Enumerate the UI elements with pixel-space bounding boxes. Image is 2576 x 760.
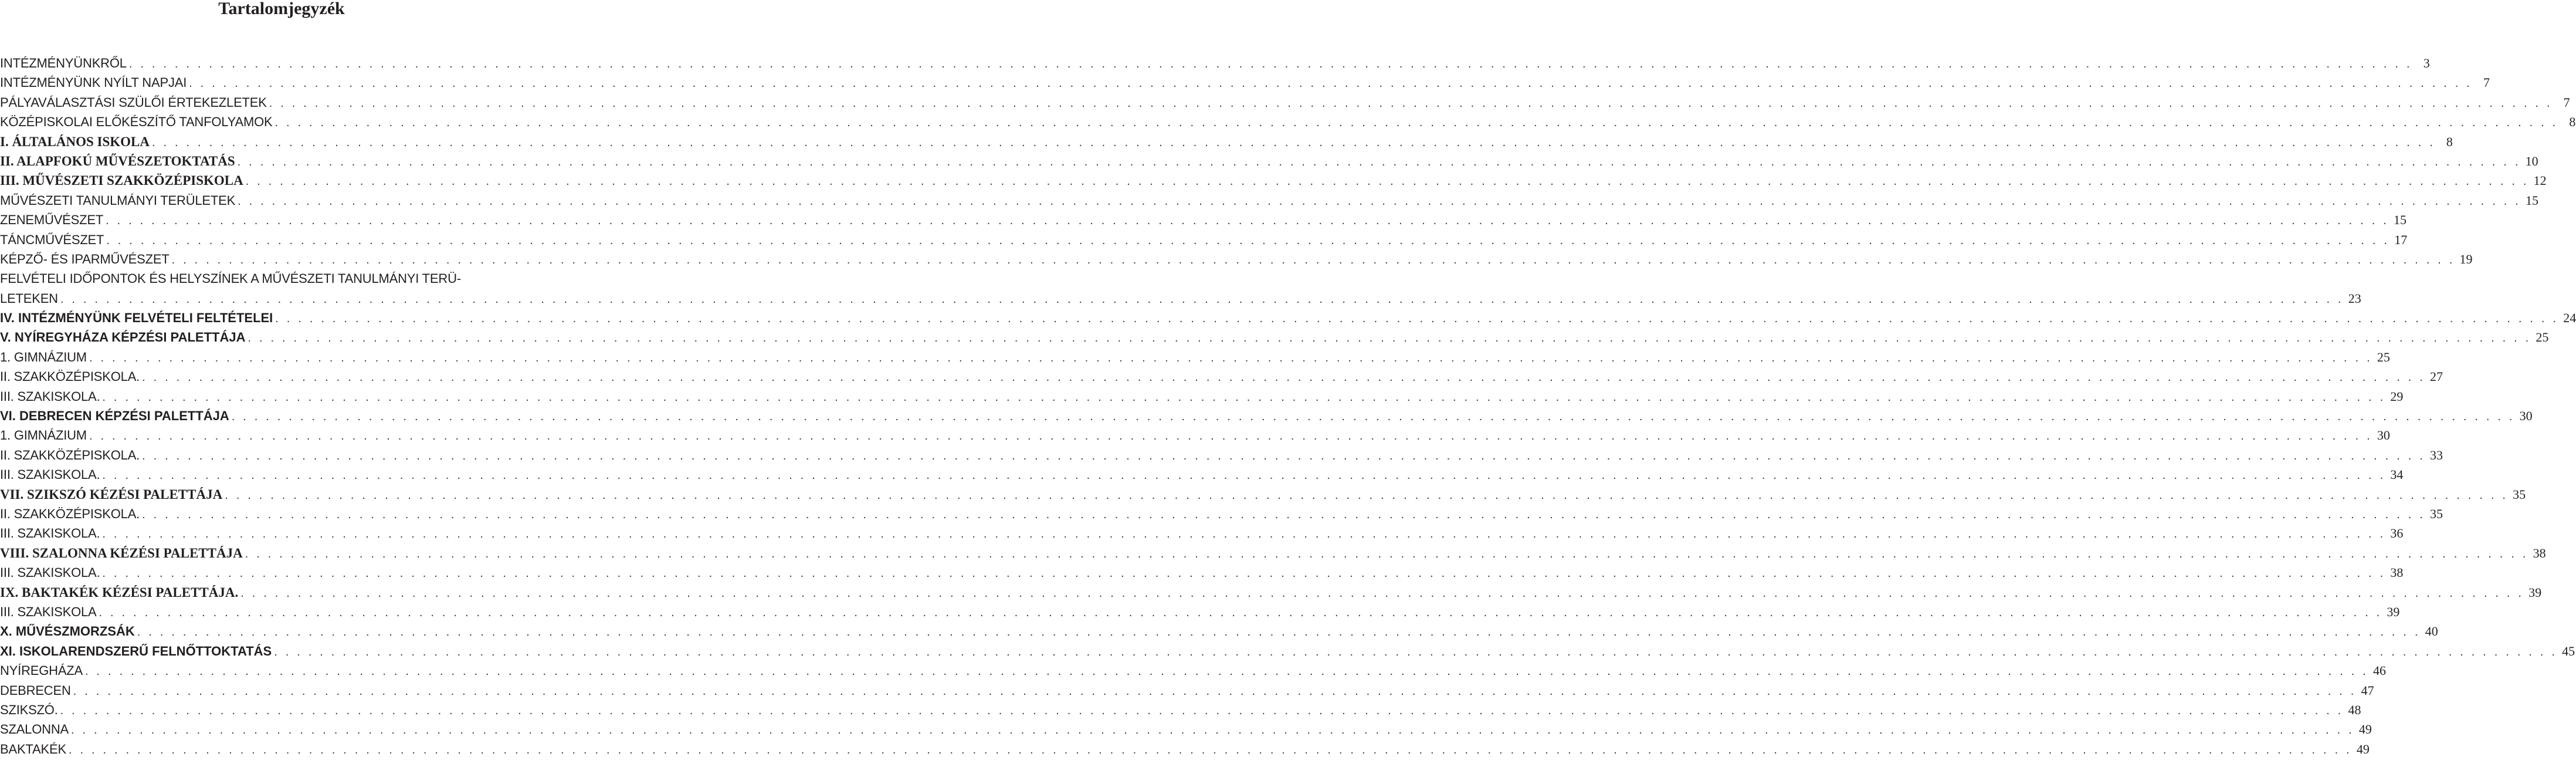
toc-entry[interactable]: [0, 641, 2575, 661]
toc-entry-page-number: 8: [2569, 114, 2576, 130]
toc-entry-label: III. SZAKISKOLA.: [0, 526, 100, 541]
table-of-contents: [0, 53, 2576, 759]
toc-entry-label: DEBRECEN: [0, 683, 71, 698]
toc-entry[interactable]: [0, 720, 2372, 739]
toc-entry-label: III. MŰVÉSZETI SZAKKÖZÉPISKOLA: [0, 173, 243, 188]
page-title: Tartalomjegyzék: [218, 0, 345, 18]
toc-entry[interactable]: [0, 112, 2576, 131]
toc-entry-label: INTÉZMÉNYÜNKRŐL: [0, 56, 127, 70]
toc-entry-label: TÁNCMŰVÉSZET: [0, 232, 104, 247]
dot-leader: . . . . . . . . . . . . . . . . . . . . . . . . . . . . . . . . . . . . . . . . . . . . . . . . . . . . . . . . . . . . . . . . . . . . . . . . . . . . . . . . . . . . . . . . . . . . . . . . . . . . . . . . . . . . . . . . . . . . . . . . . . . . . . . . . . . . . . . . . . . . . . . . . . . . . . . . . . . . . . . . . . . . . . . . . . . . . . . . . . . . . . . . . . . . . . . . . . . . . . . .: [171, 253, 2455, 266]
toc-entry[interactable]: [0, 132, 2453, 151]
toc-entry[interactable]: [0, 249, 2473, 269]
toc-entry[interactable]: [0, 583, 2542, 602]
toc-entry-page-number: 34: [2390, 467, 2404, 482]
dot-leader: . . . . . . . . . . . . . . . . . . . . . . . . . . . . . . . . . . . . . . . . . . . . . . . . . . . . . . . . . . . . . . . . . . . . . . . . . . . . . . . . . . . . . . . . . . . . . . . . . . . . . . . . . . . . . . . . . . . . . . . . . . . . . . . . . . . . . . . . . . . . . . . . . . . . . . . . . . . . . . . . . . . . . . . . . . . . . . . . . . . . . . . . . . . . . . . . . . . . . . . .: [237, 155, 2521, 168]
toc-entry[interactable]: [0, 485, 2526, 504]
dot-leader: . . . . . . . . . . . . . . . . . . . . . . . . . . . . . . . . . . . . . . . . . . . . . . . . . . . . . . . . . . . . . . . . . . . . . . . . . . . . . . . . . . . . . . . . . . . . . . . . . . . . . . . . . . . . . . . . . . . . . . . . . . . . . . . . . . . . . . . . . . . . . . . . . . . . . . . . . . . . . . . . . . . . . . . . . . . . . . . . . . . . . . . . . . . . . . . . . . . . . . . .: [245, 175, 2529, 188]
toc-entry-label: INTÉZMÉNYÜNK NYÍLT NAPJAI: [0, 75, 187, 90]
dot-leader: . . . . . . . . . . . . . . . . . . . . . . . . . . . . . . . . . . . . . . . . . . . . . . . . . . . . . . . . . . . . . . . . . . . . . . . . . . . . . . . . . . . . . . . . . . . . . . . . . . . . . . . . . . . . . . . . . . . . . . . . . . . . . . . . . . . . . . . . . . . . . . . . . . . . . . . . . . . . . . . . . . . . . . . . . . . . . . . . . . . . . . . . . . . . . . . . . . . . . . . .: [128, 58, 2412, 70]
toc-entry-label: IX. BAKTAKÉK KÉZÉSI PALETTÁJA.: [0, 585, 239, 600]
toc-entry[interactable]: [0, 308, 2576, 327]
toc-entry[interactable]: [0, 406, 2533, 425]
toc-entry[interactable]: [0, 445, 2443, 465]
toc-entry-label: SZALONNA: [0, 722, 69, 737]
toc-entry[interactable]: [0, 289, 2361, 308]
dot-leader: . . . . . . . . . . . . . . . . . . . . . . . . . . . . . . . . . . . . . . . . . . . . . . . . . . . . . . . . . . . . . . . . . . . . . . . . . . . . . . . . . . . . . . . . . . . . . . . . . . . . . . . . . . . . . . . . . . . . . . . . . . . . . . . . . . . . . . . . . . . . . . . . . . . . . . . . . . . . . . . . . . . . . . . . . . . . . . . . . . . . . . . . . . . . . . . . . . . . . . . .: [102, 528, 2386, 541]
toc-entry-label: II. SZAKKÖZÉPISKOLA.: [0, 506, 140, 521]
toc-entry-page-number: 30: [2377, 428, 2390, 443]
toc-entry[interactable]: [0, 425, 2390, 445]
toc-entry-page-number: 29: [2390, 389, 2404, 404]
toc-entry[interactable]: [0, 681, 2374, 700]
toc-entry-label: ZENEMŰVÉSZET: [0, 212, 104, 228]
toc-entry[interactable]: [0, 191, 2538, 210]
toc-entry-label: VI. DEBRECEN KÉPZÉSI PALETTÁJA: [0, 408, 229, 424]
dot-leader: . . . . . . . . . . . . . . . . . . . . . . . . . . . . . . . . . . . . . . . . . . . . . . . . . . . . . . . . . . . . . . . . . . . . . . . . . . . . . . . . . . . . . . . . . . . . . . . . . . . . . . . . . . . . . . . . . . . . . . . . . . . . . . . . . . . . . . . . . . . . . . . . . . . . . . . . . . . . . . . . . . . . . . . . . . . . . . . . . . . . . . . . . . . . . . . . . . . . . . . .: [274, 116, 2558, 130]
toc-entry-label: 1. GIMNÁZIUM: [0, 428, 87, 443]
toc-entry-page-number: 39: [2528, 585, 2542, 600]
toc-entry-label: VII. SZIKSZÓ KÉZÉSI PALETTÁJA: [0, 487, 223, 502]
toc-entry-page-number: 39: [2387, 604, 2400, 619]
toc-entry-page-number: 25: [2536, 330, 2549, 345]
toc-entry-page-number: 15: [2393, 212, 2406, 228]
dot-leader: . . . . . . . . . . . . . . . . . . . . . . . . . . . . . . . . . . . . . . . . . . . . . . . . . . . . . . . . . . . . . . . . . . . . . . . . . . . . . . . . . . . . . . . . . . . . . . . . . . . . . . . . . . . . . . . . . . . . . . . . . . . . . . . . . . . . . . . . . . . . . . . . . . . . . . . . . . . . . . . . . . . . . . . . . . . . . . . . . . . . . . . . . . . . . . . . . . . . . . . .: [231, 410, 2515, 424]
toc-entry-page-number: 49: [2356, 741, 2370, 756]
dot-leader: . . . . . . . . . . . . . . . . . . . . . . . . . . . . . . . . . . . . . . . . . . . . . . . . . . . . . . . . . . . . . . . . . . . . . . . . . . . . . . . . . . . . . . . . . . . . . . . . . . . . . . . . . . . . . . . . . . . . . . . . . . . . . . . . . . . . . . . . . . . . . . . . . . . . . . . . . . . . . . . . . . . . . . . . . . . . . . . . . . . . . . . . . . . . . . . . . . . . . . . .: [274, 645, 2558, 658]
toc-entry-page-number: 17: [2394, 232, 2408, 247]
dot-leader: . . . . . . . . . . . . . . . . . . . . . . . . . . . . . . . . . . . . . . . . . . . . . . . . . . . . . . . . . . . . . . . . . . . . . . . . . . . . . . . . . . . . . . . . . . . . . . . . . . . . . . . . . . . . . . . . . . . . . . . . . . . . . . . . . . . . . . . . . . . . . . . . . . . . . . . . . . . . . . . . . . . . . . . . . . . . . . . . . . . . . . . . . . . . . . . . . . . . . . . .: [99, 606, 2382, 619]
dot-leader: . . . . . . . . . . . . . . . . . . . . . . . . . . . . . . . . . . . . . . . . . . . . . . . . . . . . . . . . . . . . . . . . . . . . . . . . . . . . . . . . . . . . . . . . . . . . . . . . . . . . . . . . . . . . . . . . . . . . . . . . . . . . . . . . . . . . . . . . . . . . . . . . . . . . . . . . . . . . . . . . . . . . . . . . . . . . . . . . . . . . . . . . . . . . . . . . . . . . . . . .: [85, 665, 2368, 678]
toc-entry-label: VIII. SZALONNA KÉZÉSI PALETTÁJA: [0, 545, 243, 560]
dot-leader: . . . . . . . . . . . . . . . . . . . . . . . . . . . . . . . . . . . . . . . . . . . . . . . . . . . . . . . . . . . . . . . . . . . . . . . . . . . . . . . . . . . . . . . . . . . . . . . . . . . . . . . . . . . . . . . . . . . . . . . . . . . . . . . . . . . . . . . . . . . . . . . . . . . . . . . . . . . . . . . . . . . . . . . . . . . . . . . . . . . . . . . . . . . . . . . . . . . . . . . .: [189, 77, 2473, 90]
toc-entry-label: III. SZAKISKOLA: [0, 604, 97, 619]
dot-leader: . . . . . . . . . . . . . . . . . . . . . . . . . . . . . . . . . . . . . . . . . . . . . . . . . . . . . . . . . . . . . . . . . . . . . . . . . . . . . . . . . . . . . . . . . . . . . . . . . . . . . . . . . . . . . . . . . . . . . . . . . . . . . . . . . . . . . . . . . . . . . . . . . . . . . . . . . . . . . . . . . . . . . . . . . . . . . . . . . . . . . . . . . . . . . . . . . . . . . . . .: [142, 449, 2425, 462]
toc-entry-label: PÁLYAVÁLASZTÁSI SZÜLŐI ÉRTEKEZLETEK: [0, 94, 267, 110]
toc-entry-label: II. SZAKKÖZÉPISKOLA.: [0, 369, 140, 384]
toc-entry[interactable]: [0, 171, 2547, 190]
toc-entry[interactable]: [0, 739, 2370, 759]
toc-entry-page-number: 38: [2533, 545, 2546, 560]
toc-entry-page-number: 8: [2446, 134, 2453, 149]
toc-entry[interactable]: [0, 53, 2430, 73]
dot-leader: . . . . . . . . . . . . . . . . . . . . . . . . . . . . . . . . . . . . . . . . . . . . . . . . . . . . . . . . . . . . . . . . . . . . . . . . . . . . . . . . . . . . . . . . . . . . . . . . . . . . . . . . . . . . . . . . . . . . . . . . . . . . . . . . . . . . . . . . . . . . . . . . . . . . . . . . . . . . . . . . . . . . . . . . . . . . . . . . . . . . . . . . . . . . . . . . . . . . . . . .: [248, 332, 2531, 345]
toc-entry[interactable]: [0, 523, 2404, 543]
toc-entry[interactable]: [0, 700, 2361, 720]
dot-leader: . . . . . . . . . . . . . . . . . . . . . . . . . . . . . . . . . . . . . . . . . . . . . . . . . . . . . . . . . . . . . . . . . . . . . . . . . . . . . . . . . . . . . . . . . . . . . . . . . . . . . . . . . . . . . . . . . . . . . . . . . . . . . . . . . . . . . . . . . . . . . . . . . . . . . . . . . . . . . . . . . . . . . . . . . . . . . . . . . . . . . . . . . . . . . . . . . . . . . . . .: [137, 626, 2421, 639]
dot-leader: . . . . . . . . . . . . . . . . . . . . . . . . . . . . . . . . . . . . . . . . . . . . . . . . . . . . . . . . . . . . . . . . . . . . . . . . . . . . . . . . . . . . . . . . . . . . . . . . . . . . . . . . . . . . . . . . . . . . . . . . . . . . . . . . . . . . . . . . . . . . . . . . . . . . . . . . . . . . . . . . . . . . . . . . . . . . . . . . . . . . . . . . . . . . . . . . . . . . . . . .: [269, 96, 2553, 110]
toc-entry-page-number: 49: [2358, 722, 2372, 737]
toc-entry[interactable]: [0, 347, 2390, 367]
dot-leader: . . . . . . . . . . . . . . . . . . . . . . . . . . . . . . . . . . . . . . . . . . . . . . . . . . . . . . . . . . . . . . . . . . . . . . . . . . . . . . . . . . . . . . . . . . . . . . . . . . . . . . . . . . . . . . . . . . . . . . . . . . . . . . . . . . . . . . . . . . . . . . . . . . . . . . . . . . . . . . . . . . . . . . . . . . . . . . . . . . . . . . . . . . . . . . . . . . . . . . . .: [68, 743, 2352, 756]
toc-entry-page-number: 47: [2361, 683, 2374, 698]
dot-leader: . . . . . . . . . . . . . . . . . . . . . . . . . . . . . . . . . . . . . . . . . . . . . . . . . . . . . . . . . . . . . . . . . . . . . . . . . . . . . . . . . . . . . . . . . . . . . . . . . . . . . . . . . . . . . . . . . . . . . . . . . . . . . . . . . . . . . . . . . . . . . . . . . . . . . . . . . . . . . . . . . . . . . . . . . . . . . . . . . . . . . . . . . . . . . . . . . . . . . . . .: [60, 292, 2344, 306]
toc-entry[interactable]: [0, 621, 2438, 641]
toc-entry-label: X. MŰVÉSZMORZSÁK: [0, 624, 135, 639]
toc-entry-label: III. SZAKISKOLA.: [0, 565, 100, 580]
dot-leader: . . . . . . . . . . . . . . . . . . . . . . . . . . . . . . . . . . . . . . . . . . . . . . . . . . . . . . . . . . . . . . . . . . . . . . . . . . . . . . . . . . . . . . . . . . . . . . . . . . . . . . . . . . . . . . . . . . . . . . . . . . . . . . . . . . . . . . . . . . . . . . . . . . . . . . . . . . . . . . . . . . . . . . . . . . . . . . . . . . . . . . . . . . . . . . . . . . . . . . . .: [142, 371, 2425, 384]
toc-entry-page-number: 38: [2390, 565, 2404, 580]
toc-entry-page-number: 40: [2425, 624, 2438, 639]
toc-entry-page-number: 12: [2533, 173, 2547, 188]
toc-entry-label: V. NYÍREGYHÁZA KÉPZÉSI PALETTÁJA: [0, 330, 246, 345]
toc-entry-page-number: 25: [2377, 349, 2390, 364]
toc-entry-page-number: 30: [2519, 408, 2533, 424]
toc-entry-page-number: 33: [2429, 447, 2443, 462]
toc-entry[interactable]: [0, 465, 2404, 484]
toc-entry-page-number: 7: [2483, 75, 2490, 90]
dot-leader: . . . . . . . . . . . . . . . . . . . . . . . . . . . . . . . . . . . . . . . . . . . . . . . . . . . . . . . . . . . . . . . . . . . . . . . . . . . . . . . . . . . . . . . . . . . . . . . . . . . . . . . . . . . . . . . . . . . . . . . . . . . . . . . . . . . . . . . . . . . . . . . . . . . . . . . . . . . . . . . . . . . . . . . . . . . . . . . . . . . . . . . . . . . . . . . . . . . . . . . .: [238, 194, 2521, 208]
toc-entry-label: BAKTAKÉK: [0, 741, 66, 756]
dot-leader: . . . . . . . . . . . . . . . . . . . . . . . . . . . . . . . . . . . . . . . . . . . . . . . . . . . . . . . . . . . . . . . . . . . . . . . . . . . . . . . . . . . . . . . . . . . . . . . . . . . . . . . . . . . . . . . . . . . . . . . . . . . . . . . . . . . . . . . . . . . . . . . . . . . . . . . . . . . . . . . . . . . . . . . . . . . . . . . . . . . . . . . . . . . . . . . . . . . . . . . .: [245, 547, 2528, 560]
dot-leader: . . . . . . . . . . . . . . . . . . . . . . . . . . . . . . . . . . . . . . . . . . . . . . . . . . . . . . . . . . . . . . . . . . . . . . . . . . . . . . . . . . . . . . . . . . . . . . . . . . . . . . . . . . . . . . . . . . . . . . . . . . . . . . . . . . . . . . . . . . . . . . . . . . . . . . . . . . . . . . . . . . . . . . . . . . . . . . . . . . . . . . . . . . . . . . . . . . . . . . . .: [102, 567, 2386, 580]
dot-leader: . . . . . . . . . . . . . . . . . . . . . . . . . . . . . . . . . . . . . . . . . . . . . . . . . . . . . . . . . . . . . . . . . . . . . . . . . . . . . . . . . . . . . . . . . . . . . . . . . . . . . . . . . . . . . . . . . . . . . . . . . . . . . . . . . . . . . . . . . . . . . . . . . . . . . . . . . . . . . . . . . . . . . . . . . . . . . . . . . . . . . . . . . . . . . . . . . . . . . . . .: [60, 704, 2344, 717]
toc-entry[interactable]: [0, 230, 2408, 249]
toc-entry[interactable]: [0, 151, 2538, 171]
toc-entry-page-number: 46: [2372, 663, 2386, 678]
toc-entry-page-number: 35: [2513, 487, 2526, 502]
toc-entry-page-number: 10: [2525, 153, 2538, 168]
toc-entry[interactable]: [0, 269, 563, 288]
dot-leader: . . . . . . . . . . . . . . . . . . . . . . . . . . . . . . . . . . . . . . . . . . . . . . . . . . . . . . . . . . . . . . . . . . . . . . . . . . . . . . . . . . . . . . . . . . . . . . . . . . . . . . . . . . . . . . . . . . . . . . . . . . . . . . . . . . . . . . . . . . . . . . . . . . . . . . . . . . . . . . . . . . . . . . . . . . . . . . . . . . . . . . . . . . . . . . . . . . . . . . . .: [152, 136, 2435, 149]
toc-entry[interactable]: [0, 602, 2400, 621]
toc-entry-label: NYÍREGHÁZA: [0, 663, 83, 678]
toc-entry-label: I. ÁLTALÁNOS ISKOLA: [0, 134, 150, 149]
toc-entry-label: SZIKSZÓ.: [0, 702, 58, 717]
toc-entry[interactable]: [0, 661, 2386, 680]
toc-entry-page-number: 35: [2429, 506, 2443, 521]
toc-entry-label: II. SZAKKÖZÉPISKOLA.: [0, 447, 140, 462]
toc-entry-label: III. SZAKISKOLA.: [0, 389, 100, 404]
dot-leader: . . . . . . . . . . . . . . . . . . . . . . . . . . . . . . . . . . . . . . . . . . . . . . . . . . . . . . . . . . . . . . . . . . . . . . . . . . . . . . . . . . . . . . . . . . . . . . . . . . . . . . . . . . . . . . . . . . . . . . . . . . . . . . . . . . . . . . . . . . . . . . . . . . . . . . . . . . . . . . . . . . . . . . . . . . . . . . . . . . . . . . . . . . . . . . . . . . . . . . . .: [102, 390, 2386, 404]
toc-entry-label: KÉPZŐ- ÉS IPARMŰVÉSZET: [0, 251, 170, 266]
dot-leader: . . . . . . . . . . . . . . . . . . . . . . . . . . . . . . . . . . . . . . . . . . . . . . . . . . . . . . . . . . . . . . . . . . . . . . . . . . . . . . . . . . . . . . . . . . . . . . . . . . . . . . . . . . . . . . . . . . . . . . . . . . . . . . . . . . . . . . . . . . . . . . . . . . . . . . . . . . . . . . . . . . . . . . . . . . . . . . . . . . . . . . . . . . . . . . . . . . . . . . . .: [73, 684, 2357, 698]
toc-entry-page-number: 7: [2563, 94, 2570, 110]
toc-entry[interactable]: [0, 563, 2404, 582]
toc-entry[interactable]: [0, 387, 2404, 406]
toc-entry-page-number: 24: [2563, 310, 2576, 326]
toc-entry-label: MŰVÉSZETI TANULMÁNYI TERÜLETEK: [0, 192, 236, 208]
toc-entry-label: II. ALAPFOKÚ MŰVÉSZETOKTATÁS: [0, 153, 235, 168]
toc-entry[interactable]: [0, 367, 2443, 386]
dot-leader: . . . . . . . . . . . . . . . . . . . . . . . . . . . . . . . . . . . . . . . . . . . . . . . . . . . . . . . . . . . . . . . . . . . . . . . . . . . . . . . . . . . . . . . . . . . . . . . . . . . . . . . . . . . . . . . . . . . . . . . . . . . . . . . . . . . . . . . . . . . . . . . . . . . . . . . . . . . . . . . . . . . . . . . . . . . . . . . . . . . . . . . . . . . . . . . . . . . . . . . .: [89, 430, 2372, 443]
toc-entry-page-number: 23: [2348, 291, 2361, 306]
dot-leader: . . . . . . . . . . . . . . . . . . . . . . . . . . . . . . . . . . . . . . . . . . . . . . . . . . . . . . . . . . . . . . . . . . . . . . . . . . . . . . . . . . . . . . . . . . . . . . . . . . . . . . . . . . . . . . . . . . . . . . . . . . . . . . . . . . . . . . . . . . . . . . . . . . . . . . . . . . . . . . . . . . . . . . . . . . . . . . . . . . . . . . . . . . . . . . . . . . . . . . . .: [102, 469, 2386, 482]
toc-entry-page-number: 36: [2390, 526, 2404, 541]
toc-entry[interactable]: [0, 327, 2549, 347]
dot-leader: . . . . . . . . . . . . . . . . . . . . . . . . . . . . . . . . . . . . . . . . . . . . . . . . . . . . . . . . . . . . . . . . . . . . . . . . . . . . . . . . . . . . . . . . . . . . . . . . . . . . . . . . . . . . . . . . . . . . . . . . . . . . . . . . . . . . . . . . . . . . . . . . . . . . . . . . . . . . . . . . . . . . . . . . . . . . . . . . . . . . . . . . . . . . . . . . . . . . . . . .: [106, 234, 2390, 247]
dot-leader: . . . . . . . . . . . . . . . . . . . . . . . . . . . . . . . . . . . . . . . . . . . . . . . . . . . . . . . . . . . . . . . . . . . . . . . . . . . . . . . . . . . . . . . . . . . . . . . . . . . . . . . . . . . . . . . . . . . . . . . . . . . . . . . . . . . . . . . . . . . . . . . . . . . . . . . . . . . . . . . . . . . . . . . . . . . . . . . . . . . . . . . . . . . . . . . . . . . . . . . .: [106, 214, 2389, 228]
toc-entry-page-number: 19: [2459, 251, 2473, 266]
toc-entry-page-number: 15: [2525, 192, 2538, 208]
dot-leader: . . . . . . . . . . . . . . . . . . . . . . . . . . . . . . . . . . . . . . . . . . . . . . . . . . . . . . . . . . . . . . . . . . . . . . . . . . . . . . . . . . . . . . . . . . . . . . . . . . . . . . . . . . . . . . . . . . . . . . . . . . . . . . . . . . . . . . . . . . . . . . . . . . . . . . . . . . . . . . . . . . . . . . . . . . . . . . . . . . . . . . . . . . . . . . . . . . . . . . . .: [275, 312, 2559, 326]
toc-entry-label: FELVÉTELI IDŐPONTOK ÉS HELYSZÍNEK A MŰVÉSZETI TANULMÁNYI TERÜ-: [0, 271, 461, 286]
toc-entry-page-number: 3: [2423, 56, 2430, 70]
toc-entry[interactable]: [0, 93, 2570, 112]
dot-leader: . . . . . . . . . . . . . . . . . . . . . . . . . . . . . . . . . . . . . . . . . . . . . . . . . . . . . . . . . . . . . . . . . . . . . . . . . . . . . . . . . . . . . . . . . . . . . . . . . . . . . . . . . . . . . . . . . . . . . . . . . . . . . . . . . . . . . . . . . . . . . . . . . . . . . . . . . . . . . . . . . . . . . . . . . . . . . . . . . . . . . . . . . . . . . . . . . . . . . . . .: [89, 351, 2372, 364]
toc-entry[interactable]: [0, 210, 2406, 229]
toc-entry-page-number: 48: [2348, 702, 2361, 717]
toc-entry-label: XI. ISKOLARENDSZERŰ FELNŐTTOKTATÁS: [0, 643, 272, 658]
toc-entry[interactable]: [0, 504, 2443, 523]
dot-leader: . . . . . . . . . . . . . . . . . . . . . . . . . . . . . . . . . . . . . . . . . . . . . . . . . . . . . . . . . . . . . . . . . . . . . . . . . . . . . . . . . . . . . . . . . . . . . . . . . . . . . . . . . . . . . . . . . . . . . . . . . . . . . . . . . . . . . . . . . . . . . . . . . . . . . . . . . . . . . . . . . . . . . . . . . . . . . . . . . . . . . . . . . . . . . . . . . . . . . . . .: [142, 508, 2425, 521]
toc-entry[interactable]: [0, 543, 2546, 563]
toc-entry[interactable]: [0, 73, 2490, 92]
dot-leader: . . . . . . . . . . . . . . . . . . . . . . . . . . . . . . . . . . . . . . . . . . . . . . . . . . . . . . . . . . . . . . . . . . . . . . . . . . . . . . . . . . . . . . . . . . . . . . . . . . . . . . . . . . . . . . . . . . . . . . . . . . . . . . . . . . . . . . . . . . . . . . . . . . . . . . . . . . . . . . . . . . . . . . . . . . . . . . . . . . . . . . . . . . . . . . . . . . . . . . . .: [240, 586, 2524, 600]
dot-leader: . . . . . . . . . . . . . . . . . . . . . . . . . . . . . . . . . . . . . . . . . . . . . . . . . . . . . . . . . . . . . . . . . . . . . . . . . . . . . . . . . . . . . . . . . . . . . . . . . . . . . . . . . . . . . . . . . . . . . . . . . . . . . . . . . . . . . . . . . . . . . . . . . . . . . . . . . . . . . . . . . . . . . . . . . . . . . . . . . . . . . . . . . . . . . . . . . . . . . . . .: [225, 488, 2509, 502]
toc-entry-label: IV. INTÉZMÉNYÜNK FELVÉTELI FELTÉTELEI: [0, 310, 273, 326]
toc-entry-label: III. SZAKISKOLA.: [0, 467, 100, 482]
toc-entry-page-number: 45: [2562, 643, 2575, 658]
toc-entry-label: 1. GIMNÁZIUM: [0, 349, 87, 364]
toc-entry-label: KÖZÉPISKOLAI ELŐKÉSZÍTŐ TANFOLYAMOK: [0, 114, 273, 130]
toc-entry-label: LETEKEN: [0, 291, 58, 306]
dot-leader: . . . . . . . . . . . . . . . . . . . . . . . . . . . . . . . . . . . . . . . . . . . . . . . . . . . . . . . . . . . . . . . . . . . . . . . . . . . . . . . . . . . . . . . . . . . . . . . . . . . . . . . . . . . . . . . . . . . . . . . . . . . . . . . . . . . . . . . . . . . . . . . . . . . . . . . . . . . . . . . . . . . . . . . . . . . . . . . . . . . . . . . . . . . . . . . . . . . . . . . .: [70, 724, 2354, 737]
toc-entry-page-number: 27: [2429, 369, 2443, 384]
